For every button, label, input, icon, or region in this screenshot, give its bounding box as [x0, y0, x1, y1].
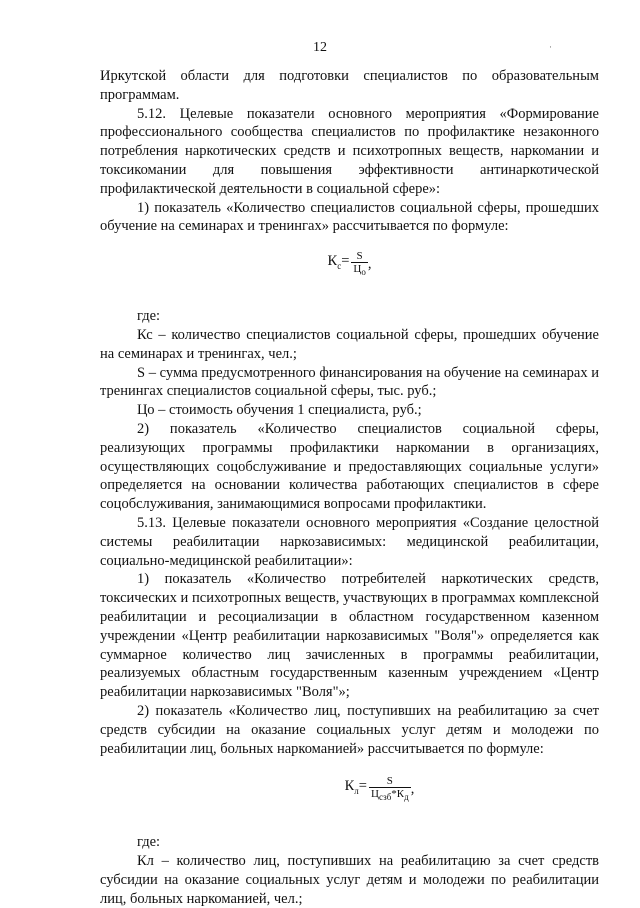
- document-body: [100, 67, 599, 908]
- page-number: 12: [313, 40, 327, 55]
- formula-kc-denominator: $Ц_о$: [353, 262, 366, 277]
- speck-mark: ·: [549, 42, 552, 52]
- paragraph-5-13-indicator-2: 2) показатель «Количество лиц, поступивших на реабилитацию за счет средств субсидии на оказание социальных услуг детям и молодежи по реабилитации лиц, больных наркоманией» рассчитывается по формуле:: [100, 702, 599, 757]
- formula-kc: $К_с=$ $\frac{S}{Ц_о}$ ,: [327, 249, 372, 277]
- definition-kc: Кс – количество специалистов социальной сферы, прошедших обучение на семинарах и тренингах, чел.;: [100, 326, 599, 362]
- where-label-1: где:: [137, 308, 161, 325]
- formula-kl: $К_л=$ $\frac{S}{Ц_{сзб}*К_д}$ ,: [344, 774, 415, 802]
- formula-kl-denominator: $Ц_{сзб}*К_д$: [370, 787, 409, 802]
- formula-kl-lhs: $К_л=$: [344, 778, 367, 797]
- paragraph-indicator-2: 2) показатель «Количество специалистов социальной сферы, реализующих программы профилактики наркомании в организациях, осуществляющих соцобслуживание и предоставляющих социальные услуги» определяется на основании количества работающих специалистов в сфере соцобслуживания, занимающимися вопросами профилактики.: [100, 420, 599, 513]
- formula-kl-numerator: S: [386, 774, 393, 787]
- formula-kc-numerator: S: [356, 249, 363, 262]
- formula-kc-lhs: $К_с=$: [327, 253, 350, 272]
- paragraph-5-13: 5.13. Целевые показатели основного мероприятия «Создание целостной системы реабилитации наркозависимых: медицинской реабилитации, социально-медицинской реабилитации»:: [100, 514, 599, 569]
- formula-kl-fraction: [369, 775, 411, 804]
- where-label-2: где:: [137, 834, 161, 851]
- definition-s: S – сумма предусмотренного финансирования на обучение на семинарах и тренингах специалистов социальной сферы, тыс. руб.;: [100, 364, 599, 400]
- definition-kl: Кл – количество лиц, поступивших на реабилитацию за счет средств субсидии на оказание социальных услуг детям и молодежи по реабилитации лиц, больных наркоманией, чел.;: [100, 853, 599, 907]
- paragraph-5-12: 5.12. Целевые показатели основного мероприятия «Формирование профессионального сообщества специалистов по профилактике незаконного потребления наркотических средств и психотропных веществ, наркомании и токсикомании для повышения эффективности антинаркотической профилактической деятельности в социальной сфере»:: [100, 105, 599, 197]
- paragraph-indicator-1: 1) показатель «Количество специалистов социальной сферы, прошедших обучение на семинарах и тренингах» рассчитывается по формуле:: [100, 199, 599, 235]
- paragraph-1: Иркутской области для подготовки специалистов по образовательным программам.: [100, 68, 599, 103]
- paragraph-5-13-indicator-1: 1) показатель «Количество потребителей наркотических средств, токсических и психотропных веществ, участвующих в программах комплексной реабилитации и ресоциализации в областном государственном казенном учреждении «Центр реабилитации наркозависимых "Воля"» определяется как суммарное количество лиц зачисленных в программы реабилитации, реализуемых областным государственным казенным учреждением «Центр реабилитации наркозависимых "Воля"»;: [100, 571, 599, 701]
- definition-co: Цо – стоимость обучения 1 специалиста, руб.;: [137, 402, 422, 419]
- formula-kc-fraction: [351, 250, 367, 279]
